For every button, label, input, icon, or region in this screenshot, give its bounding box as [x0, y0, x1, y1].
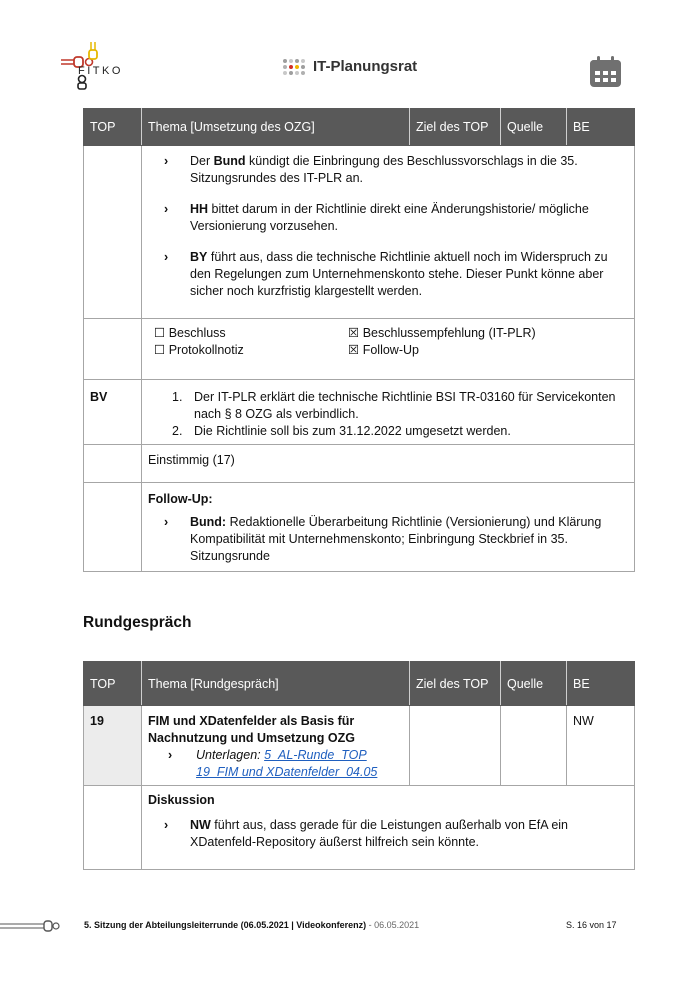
it-planungsrat-logo — [283, 58, 417, 75]
checkbox-beschluss: ☐ Beschluss — [154, 326, 226, 340]
itplr-name: IT-Planungsrat — [313, 58, 418, 75]
list-item: 2. Die Richtlinie soll bis zum 31.12.2022 umgesetzt werden. — [172, 424, 511, 438]
chevron-right-icon: › — [164, 250, 169, 264]
header-ziel: Ziel des TOP — [410, 109, 501, 146]
itplr-dot — [289, 65, 293, 69]
chevron-right-icon: › — [168, 748, 173, 762]
itplr-dot — [289, 59, 293, 63]
list-item: › HH bittet darum in der Richtlinie direkt eine Änderungshistorie/ mögliche Versionierung vorzusehen. — [164, 202, 589, 233]
header-thema: Thema [Rundgespräch] — [142, 662, 410, 706]
itplr-dot — [295, 59, 299, 63]
header-be: BE — [567, 662, 635, 706]
bv-label: BV — [84, 380, 142, 445]
header-top: TOP — [84, 662, 142, 706]
itplr-dot — [283, 59, 287, 63]
list-item: › NW führt aus, dass gerade für die Leistungen außerhalb von EfA ein XDatenfeld-Repository äußerst hilfreich sein könnte. — [164, 818, 569, 849]
fitko-logo-text: FITKO — [78, 65, 123, 77]
header-ziel: Ziel des TOP — [410, 662, 501, 706]
header-be: BE — [567, 109, 635, 146]
chevron-right-icon: › — [164, 818, 169, 832]
list-item: › Unterlagen: 5_AL-Runde_TOP 19_FIM und XDatenfelder_04.05 — [168, 748, 378, 779]
itplr-dot — [295, 65, 299, 69]
followup-cell: Follow-Up: › Bund: Redaktionelle Überarbeitung Richtlinie (Versionierung) und Klärung Kompatibilität mit Unternehmenskonto; Einbringung Steckbrief in 35. Sitzungsrunde — [142, 483, 635, 572]
table-header-row — [84, 109, 635, 146]
page-number: S. 16 von 17 — [566, 920, 617, 930]
table-row — [84, 445, 635, 483]
list-item: › BY führt aus, dass die technische Richtlinie aktuell noch im Widerspruch zu den Regelungen zum Unternehmenskonto stehe. Dieser Punkt könne aber sicher noch kurzfristig klargestellt werden. — [164, 250, 608, 298]
itplr-dot — [295, 71, 299, 75]
discussion-cell: Diskussion › NW führt aus, dass gerade für die Leistungen außerhalb von EfA ein XDatenfeld-Repository äußerst hilfreich sein könnte. — [142, 786, 635, 870]
header-quelle: Quelle — [501, 662, 567, 706]
checkbox-beschlussempfehlung: ☒ Beschlussempfehlung (IT-PLR) — [348, 326, 536, 340]
header-thema: Thema [Umsetzung des OZG] — [142, 109, 410, 146]
table-row — [84, 786, 635, 870]
header-quelle: Quelle — [501, 109, 567, 146]
footer-title: 5. Sitzung der Abteilungsleiterrunde (06.05.2021 | Videokonferenz) - 06.05.2021 — [84, 920, 420, 930]
header-top: TOP — [84, 109, 142, 146]
checkbox-protokollnotiz: ☐ Protokollnotiz — [154, 343, 244, 357]
itplr-dot — [301, 59, 305, 63]
itplr-dot — [301, 65, 305, 69]
chevron-right-icon: › — [164, 154, 169, 168]
discussion-cell — [142, 146, 635, 319]
list-item: › Bund: Redaktionelle Überarbeitung Richtlinie (Versionierung) und Klärung Kompatibilität mit Unternehmenskonto; Einbringung Steckbrief in 35. Sitzungsrunde — [164, 515, 602, 563]
table-row — [84, 380, 635, 445]
table-umsetzung-ozg — [83, 108, 635, 572]
itplr-dot — [289, 71, 293, 75]
checkbox-cell — [142, 319, 635, 380]
table-row — [84, 146, 635, 319]
table-row — [84, 319, 635, 380]
list-item: › Der Bund kündigt die Einbringung des Beschlussvorschlags in die 35. Sitzungsrundes des IT-PLR an. — [164, 154, 578, 185]
chevron-right-icon: › — [164, 515, 169, 529]
footer-line-icon — [0, 919, 60, 933]
be-value: NW — [567, 706, 635, 786]
itplr-dot — [301, 71, 305, 75]
table-rundgespraech — [83, 661, 635, 870]
bv-cell — [142, 380, 635, 445]
table-header-row — [84, 662, 635, 706]
document-link[interactable]: 5_AL-Runde_TOP 19_FIM und XDatenfelder_04.05 — [196, 748, 378, 779]
checkbox-follow-up: ☒ Follow-Up — [348, 343, 419, 357]
itplr-dot — [283, 65, 287, 69]
topic-cell: FIM und XDatenfelder als Basis für Nachnutzung und Umsetzung OZG › Unterlagen: 5_AL-Runde_TOP 19_FIM und XDatenfelder_04.05 — [142, 706, 410, 786]
section-title: Rundgespräch — [83, 614, 192, 631]
top-number: 19 — [84, 706, 142, 786]
table-row — [84, 483, 635, 572]
itplr-dot — [283, 71, 287, 75]
chevron-right-icon: › — [164, 202, 169, 216]
list-item: 1. Der IT-PLR erklärt die technische Richtlinie BSI TR-03160 für Servicekonten nach § 8 OZG als verbindlich. — [172, 390, 616, 421]
calendar-icon — [589, 56, 622, 88]
table-row — [84, 706, 635, 786]
vote-result: Einstimmig (17) — [142, 445, 635, 483]
itplr-dots-icon — [283, 59, 305, 75]
